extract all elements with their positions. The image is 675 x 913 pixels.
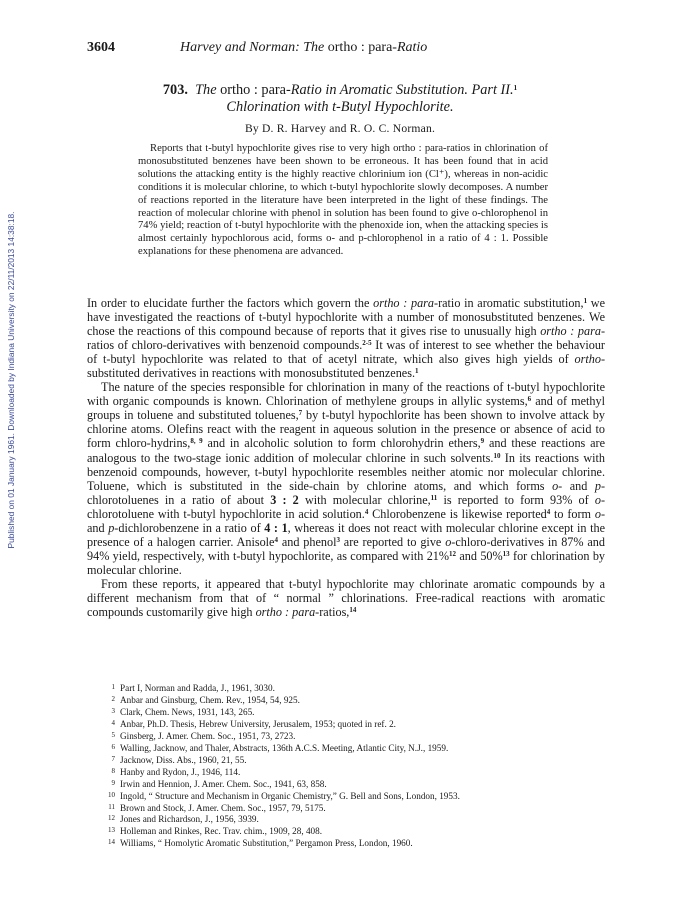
text-run: -ratios, xyxy=(315,605,350,620)
italic-run: o xyxy=(594,492,601,507)
body-paragraph xyxy=(87,577,605,619)
text-run: for chlorination by molecular chlorine. xyxy=(87,548,606,577)
text-run: Chlorobenzene is likewise reported xyxy=(368,506,547,521)
footnote-number: 3 xyxy=(111,706,115,715)
footnote-number: 9 xyxy=(111,778,115,787)
footnote xyxy=(102,694,622,706)
footnote xyxy=(102,825,622,837)
footnote-text: Irwin and Hennion, J. Amer. Chem. Soc., 1941, 63, 858. xyxy=(120,778,327,789)
text-run: -chlorotoluenes in a ratio of about xyxy=(87,478,605,507)
text-run: - and xyxy=(558,478,595,493)
citation-ref: 13 xyxy=(502,549,510,558)
article-number: 703. xyxy=(162,82,188,98)
footnote-number: 11 xyxy=(108,802,115,811)
footnote-number: 2 xyxy=(111,694,115,703)
citation-ref: 1 xyxy=(583,297,588,305)
text-run: In its reactions with benzenoid compounds, however, t-butyl hypochlorite resembles neither atomic nor molecular chlorine. Toluene, which is substituted in the side-chain by chlorine atoms, and which forms xyxy=(87,450,605,493)
italic-run: o xyxy=(445,534,452,549)
footnote xyxy=(102,742,622,754)
text-run: -ratio in aromatic substitution, xyxy=(434,296,584,310)
footnote xyxy=(102,754,622,766)
footnote-number: 7 xyxy=(111,754,115,763)
footnote-number: 5 xyxy=(111,730,115,739)
citation-ref: 12 xyxy=(449,549,457,558)
footnote xyxy=(102,730,622,742)
citation-ref: 2-5 xyxy=(362,339,372,348)
text-run: and these reactions are analogous to the two-stage ionic addition of molecular chlorine in such solvents. xyxy=(87,436,605,465)
footnote-text: Ingold, “ Structure and Mechanism in Organic Chemistry,” G. Bell and Sons, London, 1953. xyxy=(120,790,460,801)
text-run: with molecular chlorine, xyxy=(298,492,431,507)
article-title-line2: Chlorination with t-Butyl Hypochlorite. xyxy=(226,99,454,115)
italic-run: p xyxy=(594,478,601,493)
running-title-b: ortho : para xyxy=(327,40,393,55)
footnote-text: Williams, “ Homolytic Aromatic Substitution,” Pergamon Press, London, 1960. xyxy=(120,838,413,849)
text-run: -ratios of chloro-derivatives with benzenoid compounds. xyxy=(87,324,605,353)
footnote-text: Jacknow, Diss. Abs., 1960, 21, 55. xyxy=(120,754,247,765)
body-paragraph xyxy=(87,296,605,380)
citation-ref: 7 xyxy=(298,409,303,418)
footnote-text: Brown and Stock, J. Amer. Chem. Soc., 1957, 79, 5175. xyxy=(120,802,326,813)
footnote xyxy=(102,706,622,718)
footnote-text: Jones and Richardson, J., 1956, 3939. xyxy=(120,814,259,825)
citation-ref: 10 xyxy=(493,451,501,460)
text-run: From these reports, it appeared that t-butyl hypochlorite may chlorinate aromatic compounds by a different mechanism from that of “ normal ” chlorinations. Free-radical reactions with aromatic compounds customarily give high xyxy=(87,576,605,620)
text-run: It was of interest to see whether the behaviour of t-butyl hypochlorite was related to that of acetyl nitrate, which also gives high yields of xyxy=(87,338,605,367)
authors: By D. R. Harvey and R. O. C. Norman. xyxy=(244,122,436,135)
footnote xyxy=(102,802,622,814)
text-run: by t-butyl hypochlorite has been shown to involve attack by chlorine atoms. Olefins react with the reagent in aqueous solution in the presence or absence of acid to form chloro-hydrins, xyxy=(87,408,605,451)
page-number: 3604 xyxy=(87,40,115,55)
text-run: are reported to give xyxy=(339,534,446,549)
footnote-text: Hanby and Rydon, J., 1946, 114. xyxy=(120,766,241,777)
title-part-a: The xyxy=(195,82,221,98)
footnote-text: Ginsberg, J. Amer. Chem. Soc., 1951, 73, 2723. xyxy=(120,730,296,741)
text-run: , whereas it does not react with molecular chlorine except in the presence of a halogen carrier. Anisole xyxy=(87,520,606,549)
title-sup: 1 xyxy=(513,84,518,92)
running-title-c: -Ratio xyxy=(392,40,428,55)
text-run: -dichlorobenzene in a ratio of xyxy=(114,520,265,535)
abstract-text: Reports that t-butyl hypochlorite gives rise to very high ortho : para-ratios in chlorination of monosubstituted benzenes have been shown to be erroneous. It has been found that in acid solutions the attacking entity is the highly reactive chlorinium ion (Cl⁺), whereas in non-acidic conditions it is molecular chlorine, to which t-butyl hypochlorite slowly decomposes. A number of reactions reported in the literature have been interpreted in the light of these findings. The reaction of molecular chlorine with phenol in solution has been found to give o-chlorophenol in 74% yield; reaction of t-butyl hypochlorite with the phenoxide ion, when the attacking species is almost certainly hypochlorous acid, forms o- and p-chlorophenol in a ratio of 4 : 1. Possible explanations for these phenomena are advanced. xyxy=(138,143,548,258)
bold-run: 3 : 2 xyxy=(270,492,299,507)
footnote-text: Clark, Chem. News, 1931, 143, 265. xyxy=(120,706,255,717)
text-run: and in alcoholic solution to form chlorohydrin ethers, xyxy=(202,436,481,451)
download-watermark-text: Published on 01 January 1961. Downloaded by Indiana University on 22/11/2013 14:38:18. xyxy=(6,211,16,549)
footnote xyxy=(102,813,622,825)
citation-ref: 3 xyxy=(336,535,340,544)
article-title-block xyxy=(80,82,600,135)
text-run: -chloro-derivatives in 87% and 94% yield, respectively, with t-butyl hypochlorite, as compared with 21% xyxy=(87,534,605,563)
text-run: to form xyxy=(550,506,595,521)
citation-ref: 8, 9 xyxy=(190,437,203,446)
article-title-line1 xyxy=(80,82,600,99)
text-run: is reported to form 93% of xyxy=(437,492,595,507)
citation-ref: 11 xyxy=(430,493,438,502)
text-run: -substituted derivatives in reactions with monosubstituted benzenes. xyxy=(87,352,605,381)
citation-ref: 4 xyxy=(364,507,369,516)
italic-run: o xyxy=(594,506,601,521)
italic-run: ortho : para xyxy=(540,324,601,339)
italic-run: p xyxy=(108,520,115,535)
italic-run: ortho : para xyxy=(255,605,316,620)
footnote xyxy=(102,790,622,802)
running-head xyxy=(87,40,607,56)
footnote-number: 4 xyxy=(111,718,115,727)
italic-run: ortho : para xyxy=(373,296,435,310)
citation-ref: 4 xyxy=(274,535,278,544)
running-title-a: Harvey and Norman: The xyxy=(180,40,328,55)
citation-ref: 4 xyxy=(546,507,551,516)
footnote xyxy=(102,778,622,790)
footnotes xyxy=(102,682,622,849)
citation-ref: 14 xyxy=(349,606,357,615)
citation-ref: 1 xyxy=(415,367,419,376)
footnote xyxy=(102,766,622,778)
text-run: and phenol xyxy=(277,534,337,549)
text-run: In order to elucidate further the factors which govern the xyxy=(87,296,374,310)
footnote-text: Part I, Norman and Radda, J., 1961, 3030. xyxy=(120,683,275,693)
text-run: we have investigated the reactions of t-butyl hypochlorite with a number of monosubstituted benzenes. We chose the reactions of this compound because of reports that it gives rise to unusually high xyxy=(87,296,605,339)
text-run: and 50% xyxy=(456,548,503,563)
footnote-text: Holleman and Rinkes, Rec. Trav. chim., 1909, 28, 408. xyxy=(120,826,323,837)
footnote-number: 13 xyxy=(108,826,115,835)
footnote-number: 10 xyxy=(108,790,115,799)
title-part-b: ortho : para xyxy=(220,82,287,98)
footnote-number: 14 xyxy=(108,838,115,847)
footnote-number: 12 xyxy=(108,814,115,823)
title-part-c: -Ratio in Aromatic Substitution. Part II. xyxy=(286,82,514,98)
text-run: - and xyxy=(87,506,606,535)
footnote xyxy=(102,682,622,694)
footnote-text: Anbar, Ph.D. Thesis, Hebrew University, Jerusalem, 1953; quoted in ref. 2. xyxy=(120,718,396,729)
citation-ref: 9 xyxy=(480,437,485,446)
body-paragraph xyxy=(87,380,605,577)
footnote-text: Anbar and Ginsburg, Chem. Rev., 1954, 54, 925. xyxy=(120,694,300,705)
text-run: -chlorotoluene with t-butyl hypochlorite in acid solution. xyxy=(87,492,605,521)
footnote-number: 8 xyxy=(111,766,115,775)
running-title xyxy=(180,40,427,56)
citation-ref: 6 xyxy=(527,395,532,404)
abstract xyxy=(138,143,548,259)
footnote-text: Walling, Jacknow, and Thaler, Abstracts, 136th A.C.S. Meeting, Atlantic City, N.J., 1959. xyxy=(120,742,449,753)
footnote xyxy=(102,718,622,730)
text-run: The nature of the species responsible for chlorination in many of the reactions of t-butyl hypochlorite with organic compounds is known. Chlorination of methylene groups in allylic systems, xyxy=(87,380,605,409)
footnote-number: 6 xyxy=(111,742,115,751)
italic-run: ortho xyxy=(574,352,601,367)
body-text xyxy=(87,296,605,619)
bold-run: 4 : 1 xyxy=(264,520,288,535)
footnote xyxy=(102,837,622,849)
download-watermark xyxy=(0,170,22,590)
text-run: and of methyl groups in toluene and substituted toluenes, xyxy=(87,394,605,423)
italic-run: o xyxy=(552,478,559,493)
footnote-number: 1 xyxy=(111,683,115,691)
